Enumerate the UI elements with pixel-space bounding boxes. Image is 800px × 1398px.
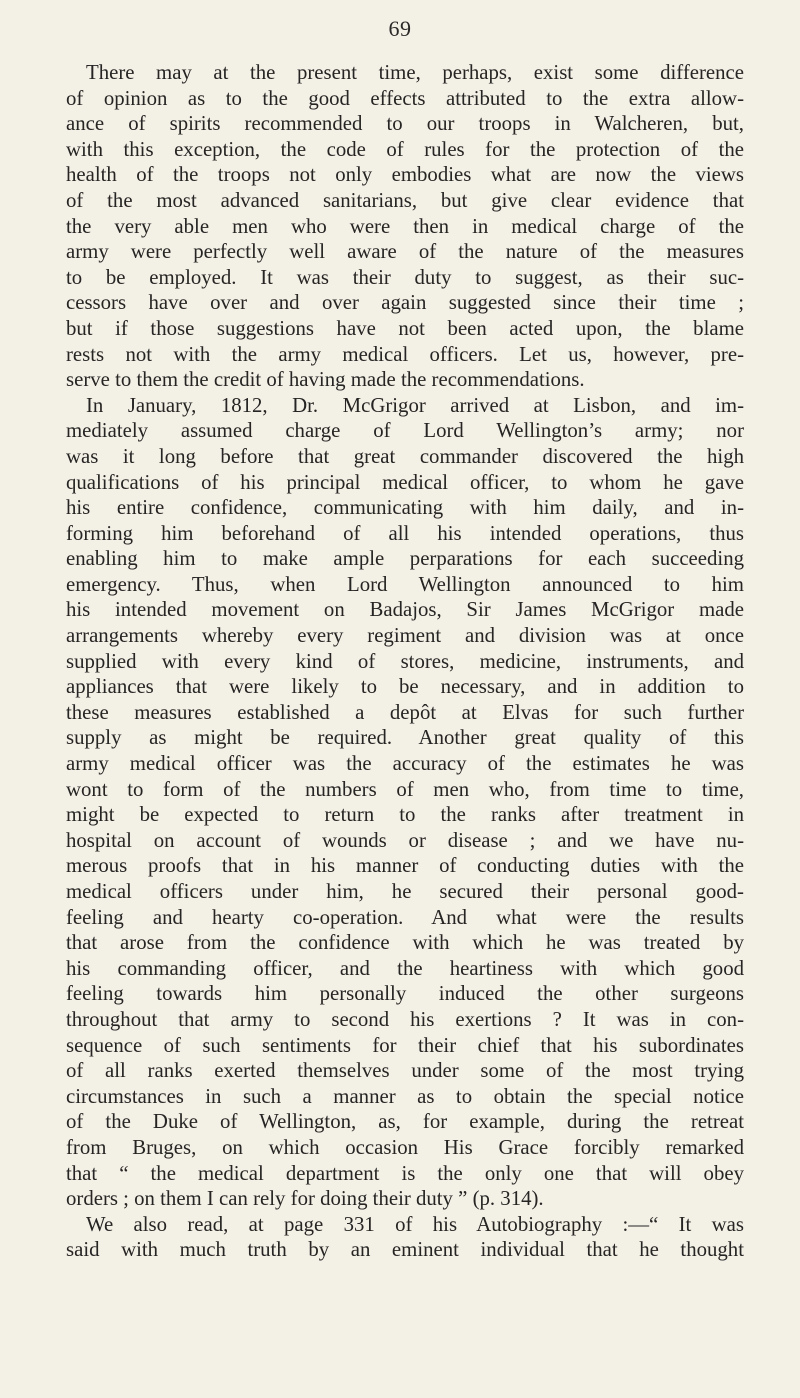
text-line: that arose from the confidence with which he was treated by — [66, 931, 744, 955]
text-line: of all ranks exerted themselves under some of the most trying — [66, 1059, 744, 1083]
text-line: hospital on account of wounds or disease ; and we have nu- — [66, 828, 744, 852]
text-line: orders ; on them I can rely for doing their duty ” (p. 314). — [66, 1187, 544, 1211]
text-line: appliances that were likely to be necessary, and in addition to — [66, 675, 744, 699]
text-line: supply as might be required. Another great quality of this — [66, 726, 744, 750]
text-line: to be employed. It was their duty to suggest, as their suc- — [66, 265, 744, 289]
text-line: might be expected to return to the ranks after treatment in — [66, 803, 744, 827]
text-line: medical officers under him, he secured their personal good- — [66, 880, 744, 903]
text-line: with this exception, the code of rules for the protection of the — [66, 137, 744, 161]
text-line: There may at the present time, perhaps, exist some difference — [86, 61, 744, 84]
text-line: ance of spirits recommended to our troops in Walcheren, but, — [66, 112, 744, 136]
text-line: health of the troops not only embodies what are now the views — [66, 163, 744, 187]
text-line: throughout that army to second his exertions ? It was in con- — [66, 1007, 744, 1031]
text-line: the very able men who were then in medical charge of the — [66, 214, 744, 238]
text-line: his commanding officer, and the heartiness with which good — [66, 956, 744, 980]
page-number: 69 — [388, 16, 412, 41]
text-line: feeling and hearty co-operation. And what were the results — [66, 905, 744, 929]
text-line: of the Duke of Wellington, as, for example, during the retreat — [66, 1110, 744, 1134]
text-line: his entire confidence, communicating with him daily, and in- — [66, 496, 744, 520]
body-text — [66, 60, 744, 1263]
text-line: circumstances in such a manner as to obtain the special notice — [66, 1084, 744, 1108]
text-line: but if those suggestions have not been acted upon, the blame — [66, 316, 744, 340]
text-line: army medical officer was the accuracy of the estimates he was — [66, 752, 744, 776]
text-line: these measures established a depôt at Elvas for such further — [66, 700, 744, 724]
text-line: supplied with every kind of stores, medicine, instruments, and — [66, 649, 744, 673]
text-line: merous proofs that in his manner of conducting duties with the — [66, 854, 744, 878]
text-line: that “ the medical department is the only one that will obey — [66, 1161, 744, 1185]
text-line: wont to form of the numbers of men who, from time to time, — [66, 777, 744, 801]
text-line: emergency. Thus, when Lord Wellington announced to him — [66, 572, 744, 596]
text-line: army were perfectly well aware of the nature of the measures — [66, 240, 744, 264]
text-line: In January, 1812, Dr. McGrigor arrived at Lisbon, and im- — [86, 393, 744, 417]
text-line: enabling him to make ample perparations for each succeeding — [66, 547, 744, 571]
text-line: of the most advanced sanitarians, but give clear evidence that — [66, 188, 744, 212]
text-line: rests not with the army medical officers. Let us, however, pre- — [66, 342, 744, 366]
text-line: from Bruges, on which occasion His Grace forcibly remarked — [66, 1135, 744, 1159]
text-line: forming him beforehand of all his intended operations, thus — [66, 521, 744, 545]
text-line: We also read, at page 331 of his Autobiography :—“ It was — [86, 1212, 744, 1236]
text-line: of opinion as to the good effects attributed to the extra allow- — [66, 86, 744, 110]
text-line: cessors have over and over again suggested since their time ; — [66, 291, 744, 315]
text-line: sequence of such sentiments for their chief that his subordinates — [66, 1033, 744, 1057]
text-line: his intended movement on Badajos, Sir James McGrigor made — [66, 598, 744, 622]
text-line: mediately assumed charge of Lord Wellington’s army; nor — [66, 419, 744, 443]
text-line: arrangements whereby every regiment and division was at once — [66, 624, 744, 648]
text-line: qualifications of his principal medical officer, to whom he gave — [66, 470, 744, 494]
text-line: said with much truth by an eminent individual that he thought — [66, 1238, 744, 1262]
text-line: serve to them the credit of having made the recommendations. — [66, 368, 585, 392]
text-line: feeling towards him personally induced the other surgeons — [66, 982, 744, 1006]
text-line: was it long before that great commander discovered the high — [66, 444, 744, 468]
